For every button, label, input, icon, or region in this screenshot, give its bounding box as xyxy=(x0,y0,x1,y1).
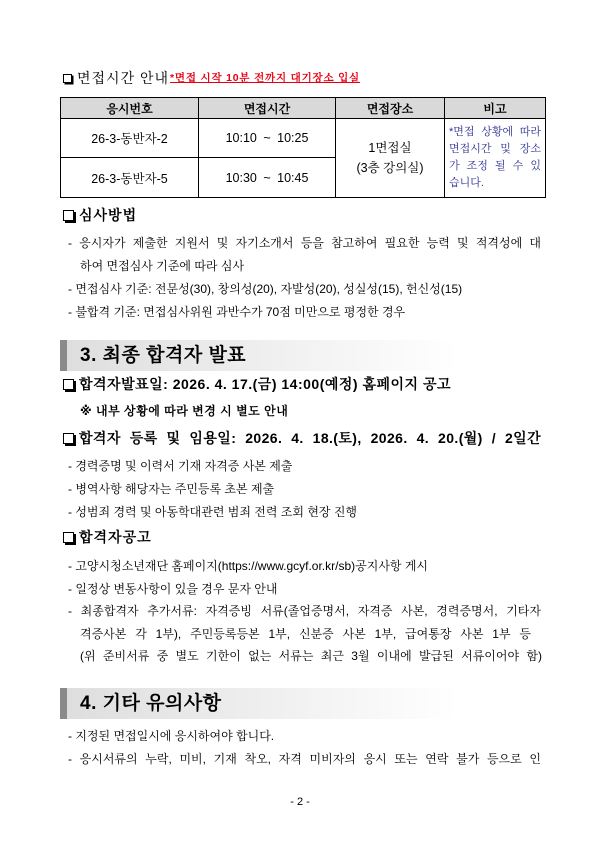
announcement-date-label: 합격자발표일: 2026. 4. 17.(금) 14:00(예정) 홈페이지 공고 xyxy=(79,376,451,392)
section-3-title: 3. 최종 합격자 발표 xyxy=(80,345,247,366)
remark-line: 면접시간 및 장소 xyxy=(449,143,541,155)
interview-time-cell: 10:30 ~ 10:45 xyxy=(199,158,336,198)
remark-line: *면접 상황에 따라 xyxy=(449,126,541,138)
list-item: - 응시자가 제출한 지원서 및 자기소개서 등을 참고하여 필요한 능력 및 적격성에 대 xyxy=(68,236,541,250)
list-item: - 응시서류의 누락, 미비, 기재 착오, 자격 미비자의 응시 또는 연락 불가 등으로 인 xyxy=(68,752,541,766)
list-item-continuation: (위 준비서류 중 별도 기한이 없는 서류는 최근 3월 이내에 발급된 서류이어야 함) xyxy=(80,649,542,663)
column-header-interview-place: 면접장소 xyxy=(336,98,445,119)
interview-time-heading xyxy=(63,67,360,89)
registration-label: 합격자 등록 및 임용일: 2026. 4. 18.(토), 2026. 4. 20.(월) / 2일간 xyxy=(79,430,541,446)
interview-room: 1면접실 xyxy=(368,141,412,155)
remark-line: 습니다. xyxy=(449,177,484,189)
list-item: - 병역사항 해당자는 주민등록 초본 제출 xyxy=(68,482,275,496)
list-item-continuation: 격증사본 각 1부), 주민등록등본 1부, 신분증 사본 1부, 급여통장 사본 1부 등 xyxy=(80,627,531,641)
square-bullet-icon xyxy=(63,379,74,390)
column-header-remark: 비고 xyxy=(445,98,546,119)
arrival-note: *면접 시작 10분 전까지 대기장소 입실 xyxy=(170,72,360,84)
remark-cell xyxy=(445,119,546,198)
column-header-interview-time: 면접시간 xyxy=(199,98,336,119)
square-bullet-icon xyxy=(63,532,74,543)
list-item: - 면접심사 기준: 전문성(30), 창의성(20), 자발성(20), 성실성(15), 헌신성(15) xyxy=(68,282,463,296)
applicant-no-cell: 26-3-동반자-2 xyxy=(61,119,199,158)
list-item: - 성범죄 경력 및 아동학대관련 범죄 전력 조회 현장 진행 xyxy=(68,505,358,519)
notice-heading-label: 합격자공고 xyxy=(79,529,152,545)
section-3-header xyxy=(60,340,545,371)
section-4-header xyxy=(60,688,545,719)
announcement-note: ※ 내부 상황에 따라 변경 시 별도 안내 xyxy=(80,404,289,418)
column-header-applicant-no: 응시번호 xyxy=(61,98,199,119)
evaluation-heading xyxy=(63,204,137,226)
evaluation-heading-label: 심사방법 xyxy=(79,207,138,223)
table-header-row xyxy=(61,98,546,119)
list-item: - 경력증명 및 이력서 기재 자격증 사본 제출 xyxy=(68,459,293,473)
page-number: - 2 - xyxy=(290,796,310,808)
list-item: - 일정상 변동사항이 있을 경우 문자 안내 xyxy=(68,582,278,596)
square-bullet-icon xyxy=(63,74,72,83)
notice-heading xyxy=(63,526,152,548)
list-item-continuation: 하여 면접심사 기준에 따라 심사 xyxy=(80,259,245,273)
announcement-date-heading xyxy=(63,373,451,395)
interview-time-heading-label: 면접시간 안내 xyxy=(77,70,170,86)
section-4-title: 4. 기타 유의사항 xyxy=(80,693,222,714)
table-row xyxy=(61,119,546,158)
registration-heading xyxy=(63,427,541,449)
interview-room-location: (3층 강의실) xyxy=(356,161,424,175)
interview-place-cell xyxy=(336,119,445,198)
interview-time-cell: 10:10 ~ 10:25 xyxy=(199,119,336,158)
list-item: - 불합격 기준: 면접심사위원 과반수가 70점 미만으로 평정한 경우 xyxy=(68,305,406,319)
square-bullet-icon xyxy=(63,433,74,444)
list-item: - 최종합격자 추가서류: 자격증빙 서류(졸업증명서, 자격증 사본, 경력증명서, 기타자 xyxy=(68,604,541,618)
interview-schedule-table xyxy=(60,97,546,198)
remark-line: 가 조정 될 수 있 xyxy=(449,160,541,172)
square-bullet-icon xyxy=(63,210,74,221)
list-item: - 고양시청소년재단 홈페이지(https://www.gcyf.or.kr/sb)공지사항 게시 xyxy=(68,559,429,573)
list-item: - 지정된 면접일시에 응시하여야 합니다. xyxy=(68,729,275,743)
applicant-no-cell: 26-3-동반자-5 xyxy=(61,158,199,198)
